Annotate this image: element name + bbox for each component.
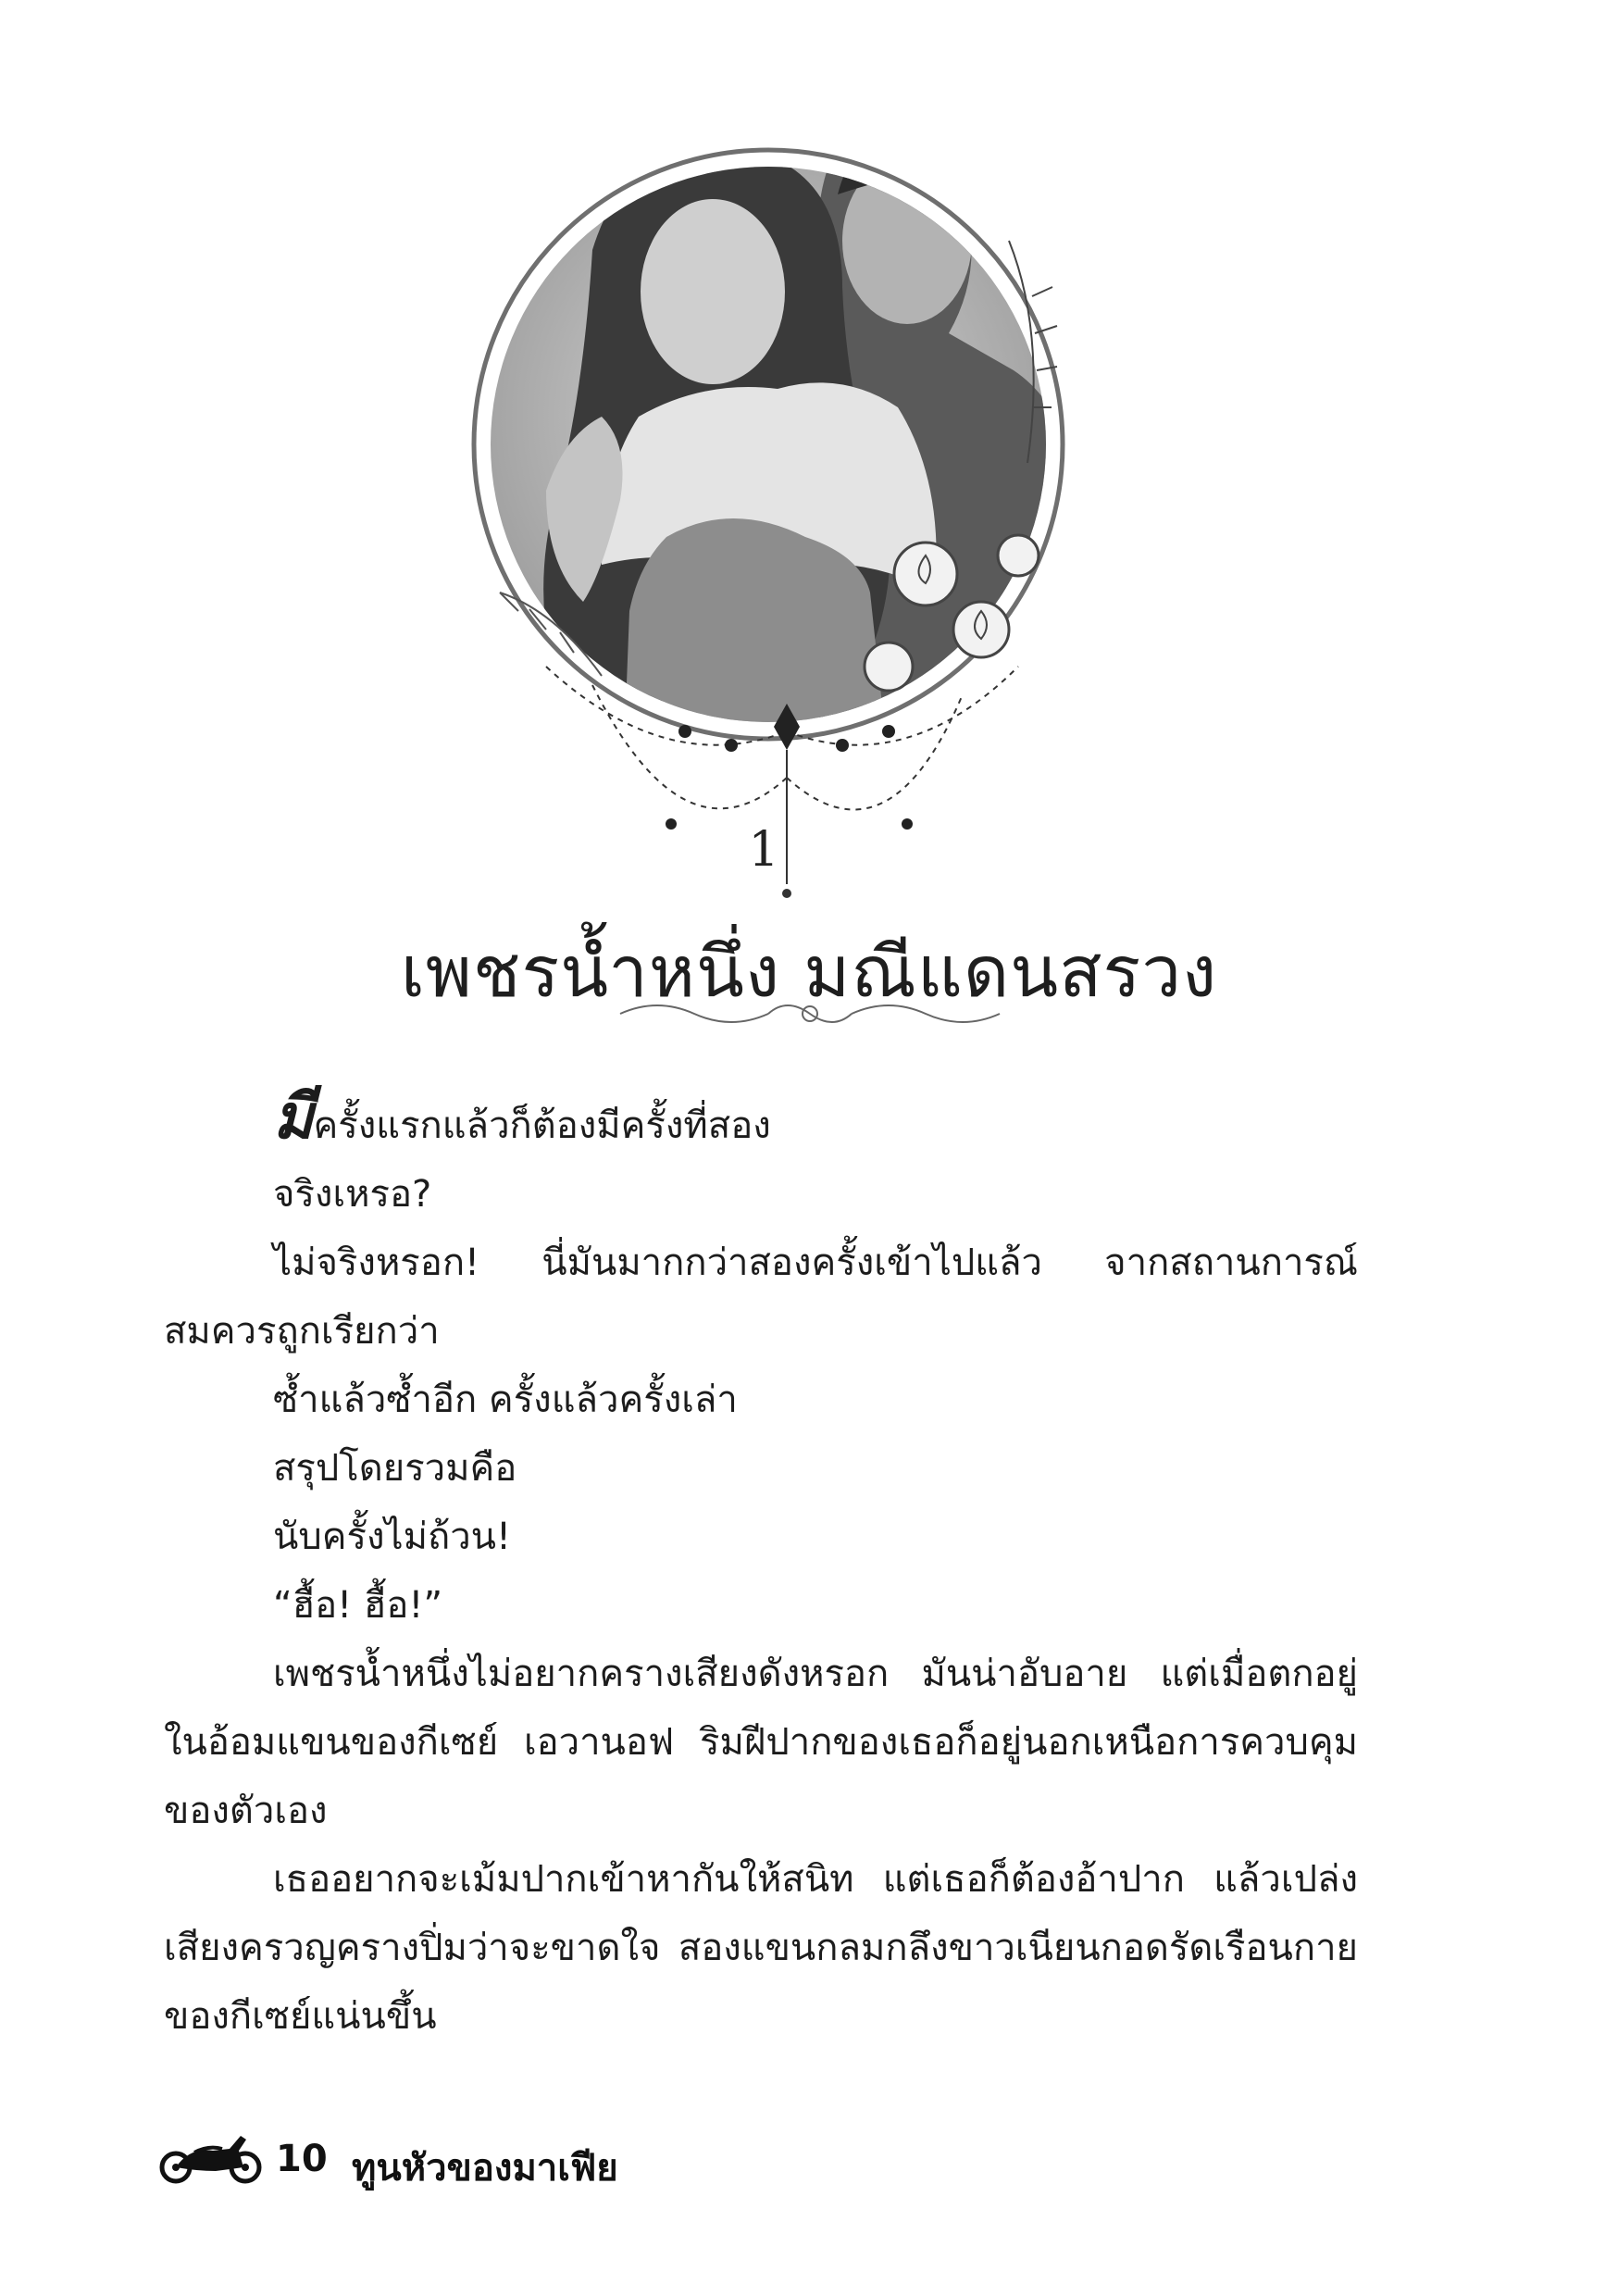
paragraph: เธออยากจะเม้มปากเข้าหากันให้สนิท แต่เธอก็ต้องอ้าปาก แล้วเปล่งเสียงครวญครางปิ่มว่าจะขาดใจ สองแขนกลมกลึงขาวเนียนกอดรัดเรือนกายของกีเซย์แน่นขึ้น [164, 1858, 1358, 2038]
chapter-title: เพชรน้ำหนึ่ง มณีแดนสรวง [400, 930, 1218, 1013]
page-footer [157, 2134, 990, 2190]
chapter-illustration [407, 56, 1203, 944]
motorcycle-icon [157, 2134, 264, 2185]
paragraph: สรุปโดยรวมคือ [273, 1447, 517, 1490]
drop-cap: มี [273, 1081, 314, 1153]
paragraph: ซ้ำแล้วซ้ำอีก ครั้งแล้วครั้งเล่า [273, 1379, 738, 1421]
paragraph: ไม่จริงหรอก! นี่มันมากกว่าสองครั้งเข้าไปแล้ว จากสถานการณ์สมควรถูกเรียกว่า [164, 1242, 1358, 1353]
paragraph-text: ครั้งแรกแล้วก็ต้องมีครั้งที่สอง [313, 1104, 771, 1147]
page-number: 10 [276, 2138, 328, 2180]
paragraph: จริงเหรอ? [273, 1173, 432, 1216]
title-ornament-flourish [611, 991, 1009, 1037]
running-book-title: ทูนหัวของมาเฟีย [352, 2147, 618, 2190]
paragraph: เพชรน้ำหนึ่งไม่อยากครางเสียงดังหรอก มันน่าอับอาย แต่เมื่อตกอยู่ในอ้อมแขนของกีเซย์ เอวานอฟ ริมฝีปากของเธอก็อยู่นอกเหนือการควบคุมของตัวเอง [164, 1653, 1358, 1832]
chapter-body-text [164, 1083, 1358, 2051]
paragraph [164, 1083, 1358, 1160]
chapter-number: 1 [748, 822, 779, 878]
paragraph: “ฮื้อ! ฮื้อ!” [273, 1584, 443, 1627]
paragraph: นับครั้งไม่ถ้วน! [273, 1516, 512, 1558]
